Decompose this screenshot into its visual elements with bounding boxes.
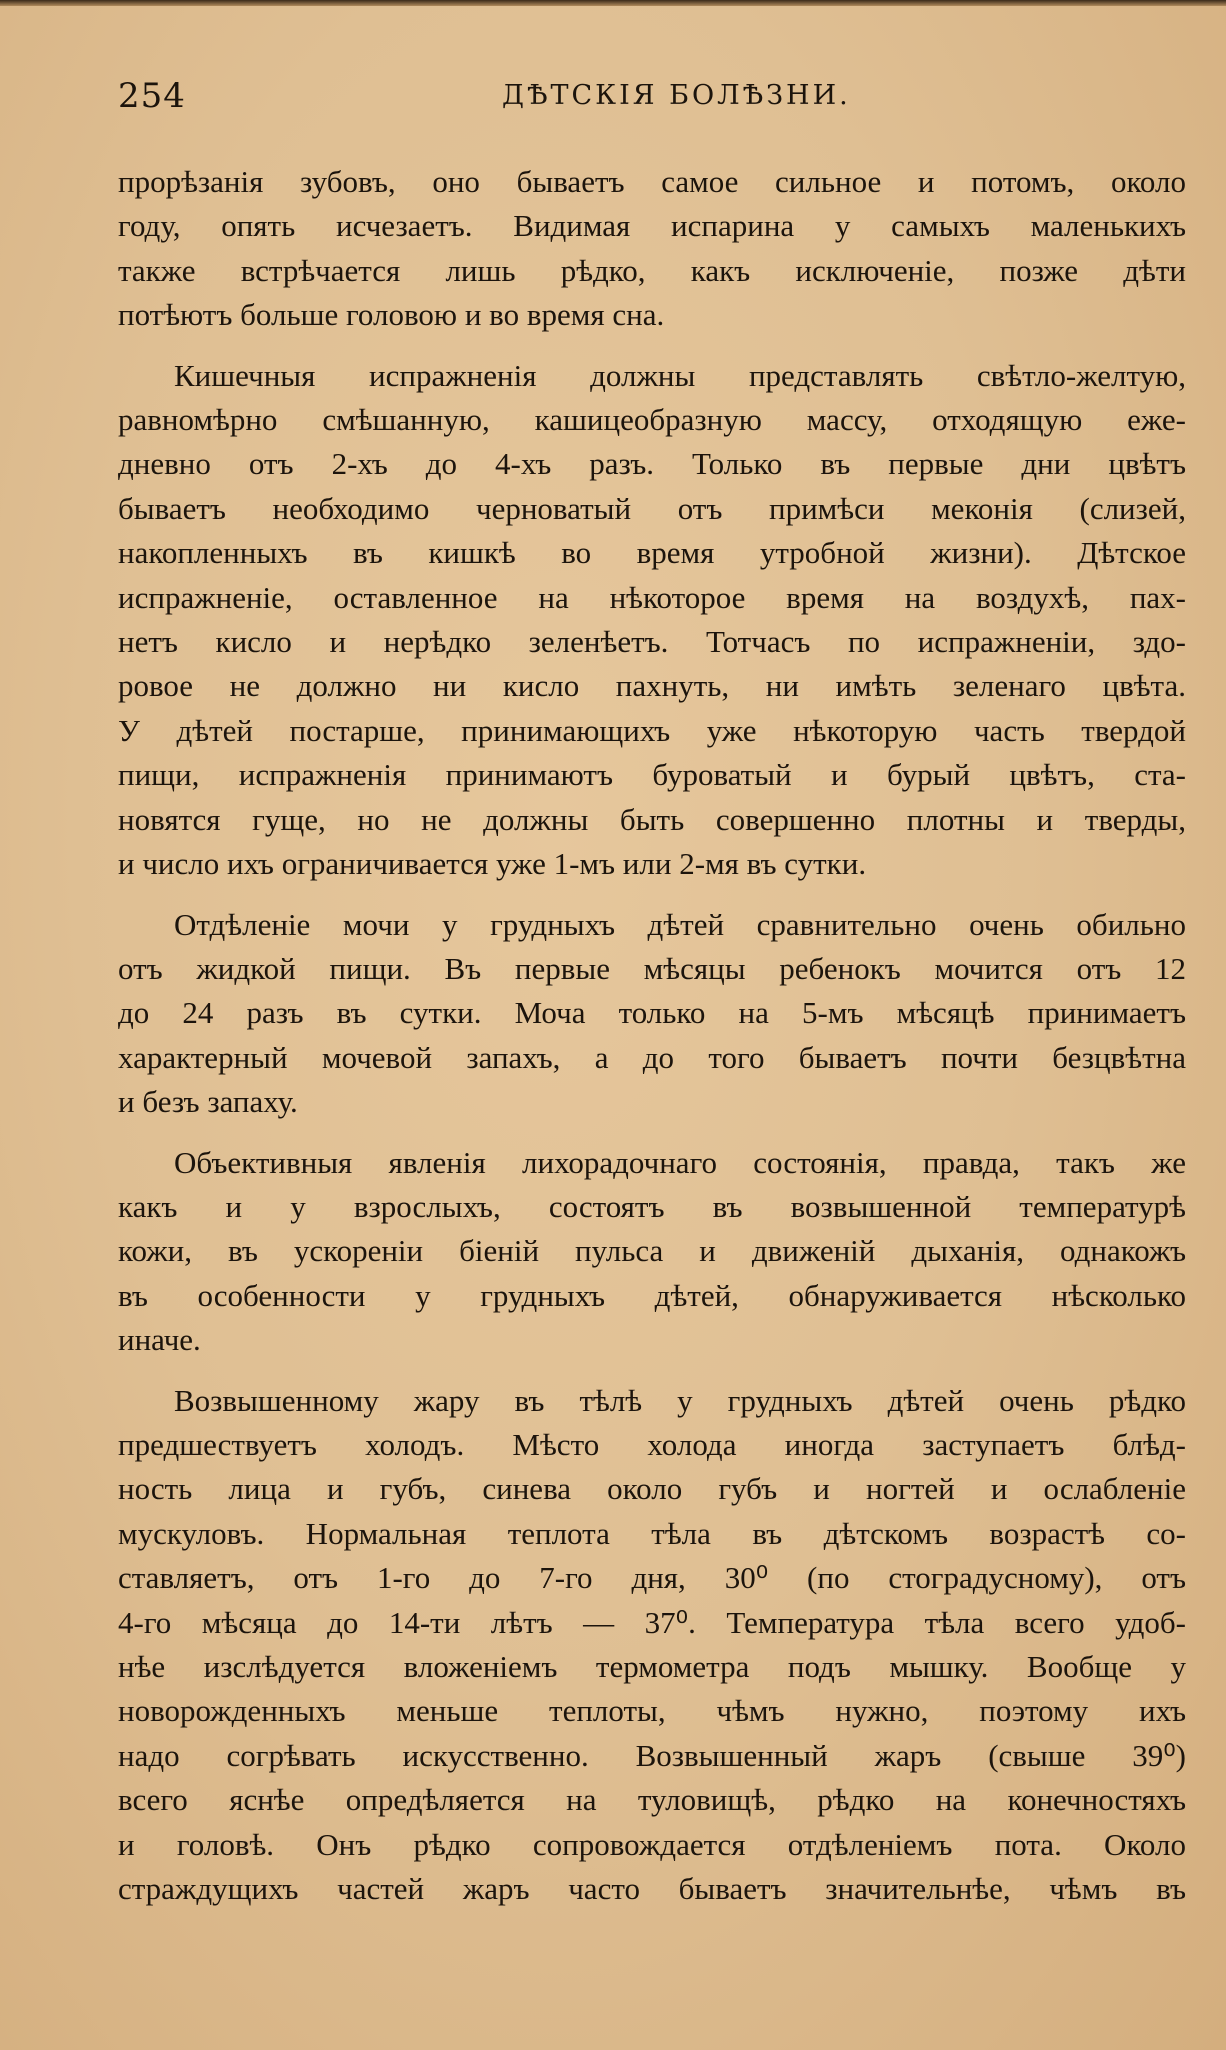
text-line: равномѣрно смѣшанную, кашицеобразную массу, отходящую еже-	[118, 402, 1186, 438]
paragraph-perspiration	[118, 160, 1186, 338]
page-number: 254	[118, 76, 186, 116]
text-line: дневно отъ 2-хъ до 4-хъ разъ. Только въ первые дни цвѣтъ	[118, 446, 1186, 482]
text-line: и число ихъ ограничивается уже 1-мъ или 2-мя въ сутки.	[118, 846, 867, 882]
text-line: прорѣзанія зубовъ, оно бываетъ самое сильное и потомъ, около	[118, 164, 1186, 199]
text-line: характерный мочевой запахъ, а до того бываетъ почти безцвѣтна	[118, 1039, 1186, 1075]
text-line: нѣе изслѣдуется вложеніемъ термометра подъ мышку. Вообще у	[118, 1649, 1186, 1684]
text-line: мускуловъ. Нормальная теплота тѣла въ дѣтскомъ возрастѣ со-	[118, 1515, 1186, 1551]
text-line: и безъ запаху.	[118, 1084, 298, 1120]
paragraph-stool	[118, 354, 1186, 887]
running-title: ДѢТСКІЯ БОЛѢЗНИ.	[502, 80, 851, 111]
text-line: испражненіе, оставленное на нѣкоторое время на воздухѣ, пах-	[118, 579, 1186, 615]
text-line: отъ жидкой пищи. Въ первые мѣсяцы ребенокъ мочится отъ 12	[118, 950, 1186, 986]
text-line: потѣютъ больше головою и во время сна.	[118, 297, 665, 333]
text-line: страждущихъ частей жаръ часто бываетъ значительнѣе, чѣмъ въ	[118, 1871, 1186, 1907]
text-line: надо согрѣвать искусственно. Возвышенный жаръ (свыше 39⁰)	[118, 1737, 1186, 1773]
text-line: ставляетъ, отъ 1-го до 7-го дня, 30⁰ (по стоградусному), отъ	[118, 1560, 1186, 1596]
text-line: какъ и у взрослыхъ, состоятъ въ возвышенной температурѣ	[118, 1188, 1186, 1224]
text-line: бываетъ необходимо черноватый отъ примѣси меконія (слизей,	[118, 490, 1186, 526]
paragraph-urine	[118, 903, 1186, 1125]
text-line: иначе.	[118, 1322, 201, 1358]
text-line: до 24 разъ въ сутки. Моча только на 5-мъ мѣсяцѣ принимаетъ	[118, 995, 1186, 1031]
text-line: также встрѣчается лишь рѣдко, какъ исключеніе, позже дѣти	[118, 252, 1186, 288]
text-line: новорожденныхъ меньше теплоты, чѣмъ нужно, поэтому ихъ	[118, 1693, 1186, 1729]
text-line: ность лица и губъ, синева около губъ и ногтей и ослабленіе	[118, 1471, 1186, 1507]
text-line: Объективныя явленія лихорадочнаго состоянія, правда, такъ же	[174, 1144, 1186, 1180]
text-line: кожи, въ ускореніи біеній пульса и движеній дыханія, однакожъ	[118, 1233, 1186, 1269]
text-line: ровое не должно ни кисло пахнуть, ни имѣть зеленаго цвѣта.	[118, 668, 1186, 704]
text-line: нетъ кисло и нерѣдко зеленѣетъ. Тотчасъ по испражненіи, здо-	[118, 624, 1186, 660]
text-line: Отдѣленіе мочи у грудныхъ дѣтей сравнительно очень обильно	[174, 906, 1186, 942]
text-line: всего яснѣе опредѣляется на туловищѣ, рѣдко на конечностяхъ	[118, 1782, 1186, 1818]
text-line: накопленныхъ въ кишкѣ во время утробной жизни). Дѣтское	[118, 535, 1186, 571]
text-line: предшествуетъ холодъ. Мѣсто холода иногда заступаетъ блѣд-	[118, 1426, 1186, 1462]
text-line: У дѣтей постарше, принимающихъ уже нѣкоторую часть твердой	[118, 712, 1186, 748]
text-line: въ особенности у грудныхъ дѣтей, обнаруживается нѣсколько	[118, 1277, 1186, 1313]
body-text	[118, 160, 1186, 1927]
paragraph-fever	[118, 1141, 1186, 1363]
page-header	[118, 76, 1186, 120]
page-top-edge	[0, 0, 1226, 6]
text-line: Кишечныя испражненія должны представлять свѣтло-желтую,	[174, 357, 1186, 393]
text-line: 4-го мѣсяца до 14-ти лѣтъ — 37⁰. Температура тѣла всего удоб-	[118, 1604, 1186, 1640]
text-line: Возвышенному жару въ тѣлѣ у грудныхъ дѣтей очень рѣдко	[174, 1382, 1186, 1418]
text-line: новятся гуще, но не должны быть совершенно плотны и тверды,	[118, 801, 1186, 837]
text-line: году, опять исчезаетъ. Видимая испарина у самыхъ маленькихъ	[118, 208, 1186, 244]
paragraph-heat	[118, 1379, 1186, 1912]
text-line: пищи, испражненія принимаютъ буроватый и бурый цвѣтъ, ста-	[118, 757, 1186, 793]
text-line: и головѣ. Онъ рѣдко сопровождается отдѣленіемъ пота. Около	[118, 1826, 1186, 1862]
